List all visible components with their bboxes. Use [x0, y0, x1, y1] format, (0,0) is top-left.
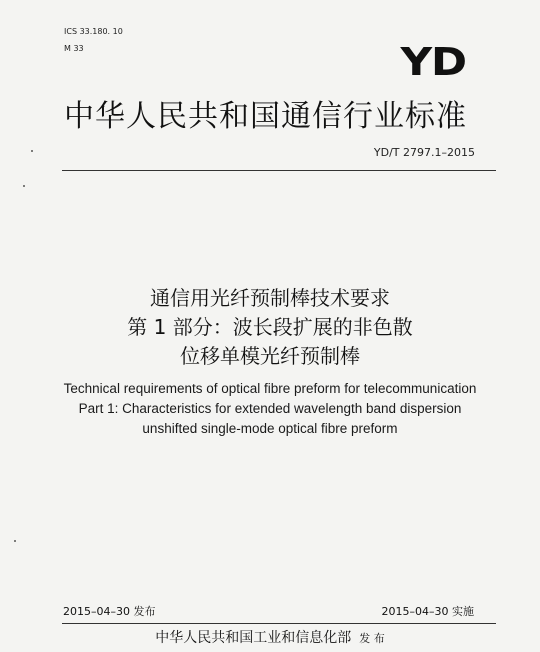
- chinese-title-line-2: 第 1 部分：波长段扩展的非色散: [127, 315, 413, 339]
- english-title-line-1: Technical requirements of optical fibre preform for telecommunication: [63, 381, 477, 396]
- chinese-title-line-1: 通信用光纤预制棒技术要求: [150, 286, 390, 310]
- issuing-authority: [0, 627, 540, 647]
- english-title-line-2: Part 1: Characteristics for extended wavelength band dispersion: [78, 401, 462, 416]
- ics-code: ICS 33.180. 10: [64, 27, 123, 36]
- scan-speck: [14, 540, 16, 542]
- scan-speck: [31, 150, 33, 152]
- chinese-title-line-3: 位移单模光纤预制棒: [180, 344, 360, 368]
- top-divider: [62, 170, 496, 171]
- ccs-code: M 33: [64, 44, 84, 53]
- issuer-suffix: 发 布: [359, 632, 385, 645]
- implementation-date: 2015–04–30 实施: [381, 605, 474, 618]
- scan-speck: [23, 185, 25, 187]
- standard-type-heading: 中华人民共和国通信行业标准: [64, 99, 467, 134]
- yd-logo: YD: [400, 40, 466, 84]
- issuer-name: 中华人民共和国工业和信息化部: [155, 630, 352, 646]
- english-title-line-3: unshifted single-mode optical fibre preform: [142, 421, 398, 436]
- publish-date: 2015–04–30 发布: [63, 605, 156, 618]
- bottom-divider: [62, 623, 496, 624]
- standard-number: YD/T 2797.1–2015: [373, 146, 475, 159]
